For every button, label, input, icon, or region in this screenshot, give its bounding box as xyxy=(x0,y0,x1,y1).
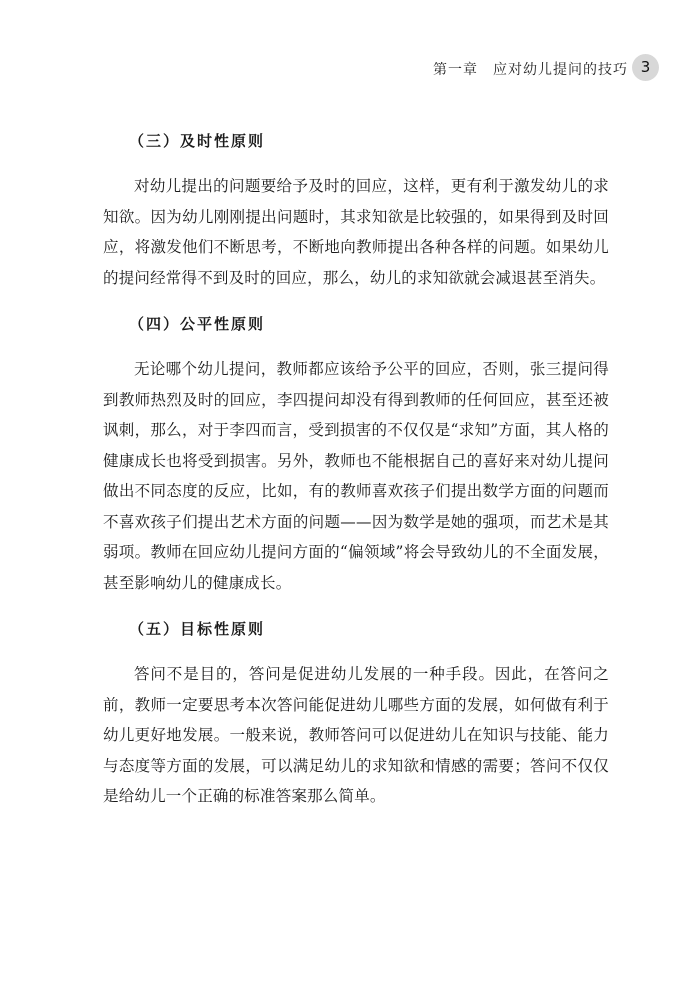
section-paragraph-timeliness: 对幼儿提出的问题要给予及时的回应，这样，更有利于激发幼儿的求知欲。因为幼儿刚刚提出问题时，其求知欲是比较强的，如果得到及时回应，将激发他们不断思考，不断地向教师提出各种各样的问题。如果幼儿的提问经常得不到及时的回应，那么，幼儿的求知欲就会减退甚至消失。 xyxy=(103,177,609,287)
page-body xyxy=(103,130,609,832)
section-paragraph-fairness: 无论哪个幼儿提问，教师都应该给予公平的回应，否则，张三提问得到教师热烈及时的回应，李四提问却没有得到教师的任何回应，甚至还被讽刺，那么，对于李四而言，受到损害的不仅仅是“求知”方面，其人格的健康成长也将受到损害。另外，教师也不能根据自己的喜好来对幼儿提问做出不同态度的反应，比如，有的教师喜欢孩子们提出数学方面的问题而不喜欢孩子们提出艺术方面的问题——因为数学是她的强项，而艺术是其弱项。教师在回应幼儿提问方面的“偏领域”将会导致幼儿的不全面发展，甚至影响幼儿的健康成长。 xyxy=(103,360,609,592)
section-paragraph-goal: 答问不是目的，答问是促进幼儿发展的一种手段。因此，在答问之前，教师一定要思考本次答问能促进幼儿哪些方面的发展，如何做有利于幼儿更好地发展。一般来说，教师答问可以促进幼儿在知识与技能、能力与态度等方面的发展，可以满足幼儿的求知欲和情感的需要；答问不仅仅是给幼儿一个正确的标准答案那么简单。 xyxy=(103,665,609,805)
section-heading-fairness: （四）公平性原则 xyxy=(129,315,266,333)
section-heading-timeliness: （三）及时性原则 xyxy=(129,132,266,150)
chapter-title: 第一章 应对幼儿提问的技巧 xyxy=(433,62,628,78)
section-heading-goal: （五）目标性原则 xyxy=(129,620,266,638)
running-head xyxy=(0,54,700,84)
page-number-badge: 3 xyxy=(632,54,659,81)
